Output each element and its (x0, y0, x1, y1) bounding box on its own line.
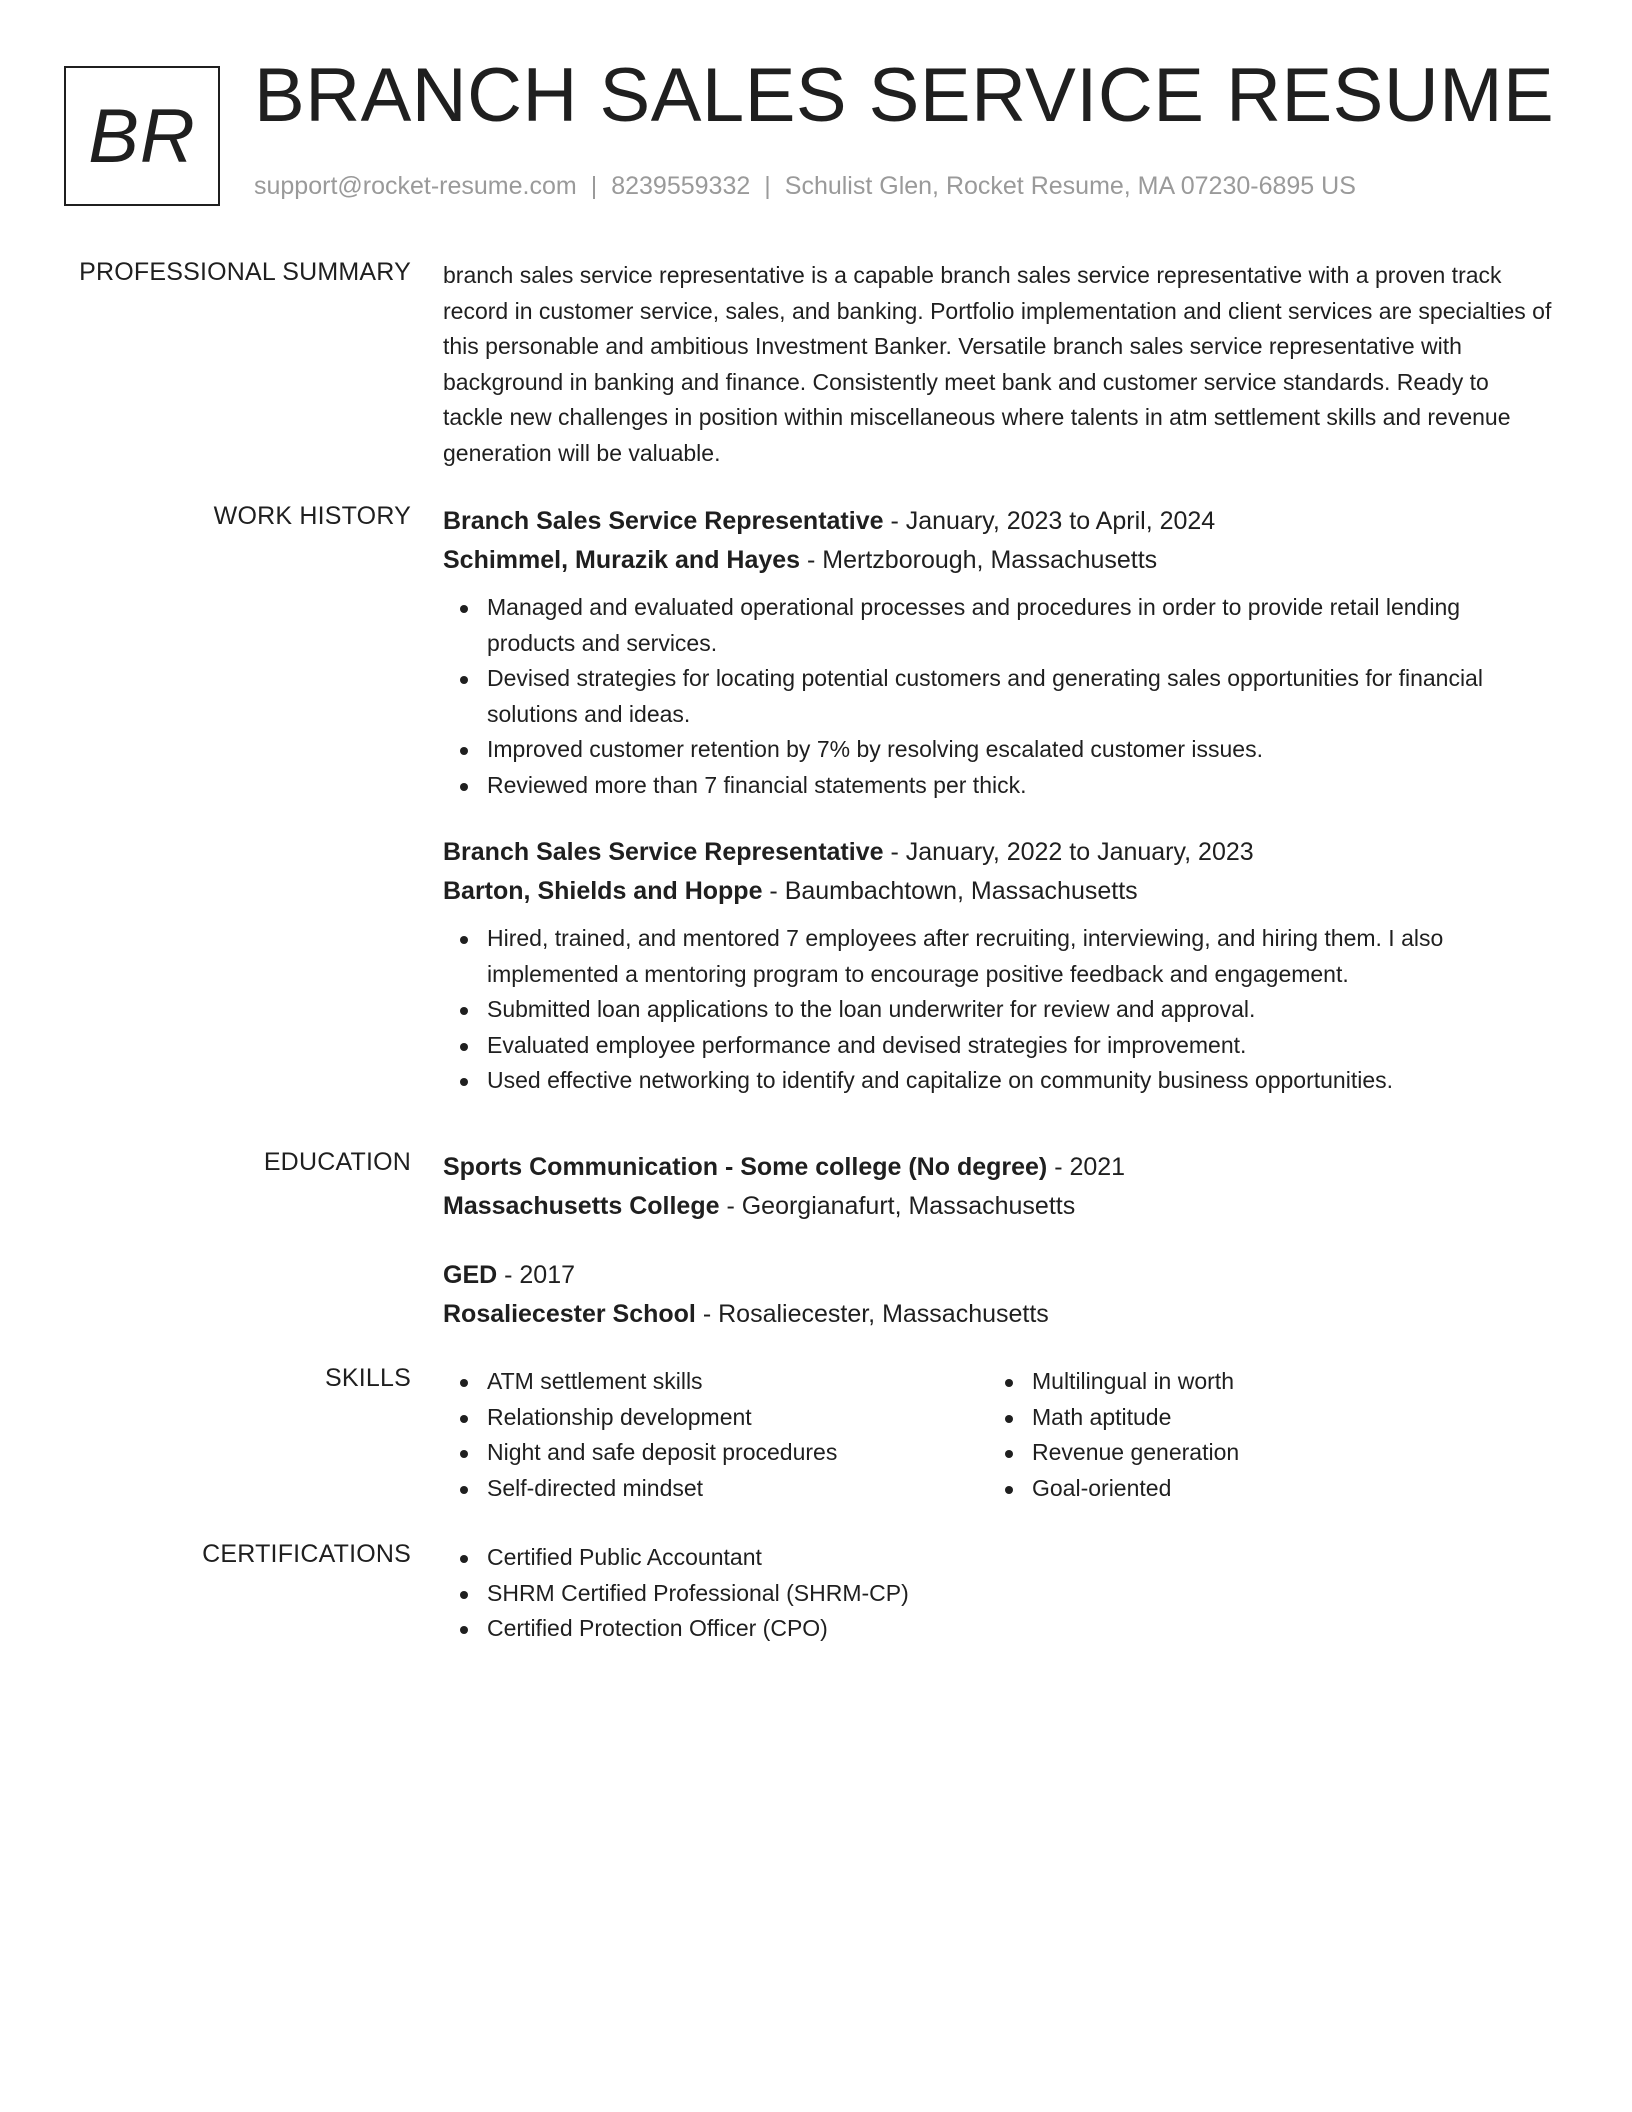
job-location: - Baumbachtown, Massachusetts (762, 877, 1138, 905)
education-entry (443, 1148, 1553, 1226)
skill-item: Goal-oriented (1032, 1471, 1533, 1507)
job-entry (443, 502, 1553, 803)
skill-item: Math aptitude (1032, 1400, 1533, 1436)
section-label: PROFESSIONAL SUMMARY (79, 258, 411, 286)
school-line (443, 1187, 1553, 1226)
summary-text: branch sales service representative is a capable branch sales service representative with a proven track record in customer service, sales, and banking. Portfolio implementation and client services are specialties of this personable and ambitious Investment Banker. Versatile branch sales service representative with background in banking and finance. Consistently meet bank and customer service standards. Ready to tackle new challenges in position within miscellaneous where talents in atm settlement skills and revenue generation will be valuable. (443, 262, 1552, 466)
skills-column-right (988, 1364, 1533, 1506)
section-label: WORK HISTORY (213, 502, 411, 530)
contact-email: support@rocket-resume.com (254, 172, 577, 200)
degree-year: - 2017 (497, 1261, 576, 1289)
skill-item: Multilingual in worth (1032, 1364, 1533, 1400)
skills-list (443, 1364, 988, 1506)
job-bullet: Evaluated employee performance and devised strategies for improvement. (487, 1028, 1553, 1064)
summary-body (443, 258, 1553, 471)
job-title: Branch Sales Service Representative (443, 507, 884, 535)
skill-item: ATM settlement skills (487, 1364, 988, 1400)
contact-separator: | (764, 172, 771, 200)
skill-item: Revenue generation (1032, 1435, 1533, 1471)
job-bullet: Improved customer retention by 7% by resolving escalated customer issues. (487, 732, 1553, 768)
degree-line (443, 1148, 1553, 1187)
school: Rosaliecester School (443, 1300, 696, 1328)
job-company: Barton, Shields and Hoppe (443, 877, 763, 905)
certification-item: SHRM Certified Professional (SHRM-CP) (487, 1576, 1553, 1612)
job-title-line (443, 502, 1553, 541)
school-location: - Rosaliecester, Massachusetts (695, 1300, 1049, 1328)
job-company-line (443, 872, 1553, 911)
job-location: - Mertzborough, Massachusetts (800, 546, 1158, 574)
degree-line (443, 1256, 1553, 1295)
job-bullets (443, 590, 1553, 803)
skill-item: Night and safe deposit procedures (487, 1435, 988, 1471)
certification-item: Certified Protection Officer (CPO) (487, 1611, 1553, 1647)
certifications-body (443, 1540, 1553, 1647)
certification-item: Certified Public Accountant (487, 1540, 1553, 1576)
skills-list (988, 1364, 1533, 1506)
job-bullets (443, 921, 1553, 1099)
job-bullet: Devised strategies for locating potential customers and generating sales opportunities for financial solutions and ideas. (487, 661, 1553, 732)
job-bullet: Submitted loan applications to the loan underwriter for review and approval. (487, 992, 1553, 1028)
skill-item: Relationship development (487, 1400, 988, 1436)
work-history-body (443, 502, 1553, 1099)
job-company: Schimmel, Murazik and Hayes (443, 546, 801, 574)
skills-column-left (443, 1364, 988, 1506)
job-dates: - January, 2023 to April, 2024 (883, 507, 1216, 535)
skill-item: Self-directed mindset (487, 1471, 988, 1507)
contact-line (254, 172, 1356, 201)
degree-year: - 2021 (1047, 1153, 1126, 1181)
skills-grid (443, 1364, 1553, 1506)
certifications-list (443, 1540, 1553, 1647)
job-dates: - January, 2022 to January, 2023 (883, 838, 1254, 866)
job-bullet: Hired, trained, and mentored 7 employees after recruiting, interviewing, and hiring them. I also implemented a mentoring program to encourage positive feedback and engagement. (487, 921, 1553, 992)
section-label: EDUCATION (263, 1148, 411, 1176)
contact-phone: 8239559332 (611, 172, 751, 200)
job-title: Branch Sales Service Representative (443, 838, 884, 866)
education-entry (443, 1256, 1553, 1334)
monogram-logo: BR (64, 66, 220, 206)
school: Massachusetts College (443, 1192, 720, 1220)
section-label: CERTIFICATIONS (202, 1540, 411, 1568)
resume-title: BRANCH SALES SERVICE RESUME (254, 53, 1555, 138)
school-location: - Georgianafurt, Massachusetts (719, 1192, 1076, 1220)
job-company-line (443, 541, 1553, 580)
contact-separator: | (590, 172, 598, 200)
job-bullet: Used effective networking to identify and capitalize on community business opportunities. (487, 1063, 1553, 1099)
job-bullet: Reviewed more than 7 financial statements per thick. (487, 768, 1553, 804)
section-label: SKILLS (325, 1364, 411, 1392)
degree: Sports Communication - Some college (No degree) (443, 1153, 1048, 1181)
school-line (443, 1295, 1553, 1334)
job-bullet: Managed and evaluated operational processes and procedures in order to provide retail lending products and services. (487, 590, 1553, 661)
job-title-line (443, 833, 1553, 872)
degree: GED (443, 1261, 498, 1289)
skills-body (443, 1364, 1553, 1506)
education-body (443, 1148, 1553, 1334)
job-entry (443, 833, 1553, 1099)
contact-address: Schulist Glen, Rocket Resume, MA 07230-6895 US (784, 172, 1356, 200)
